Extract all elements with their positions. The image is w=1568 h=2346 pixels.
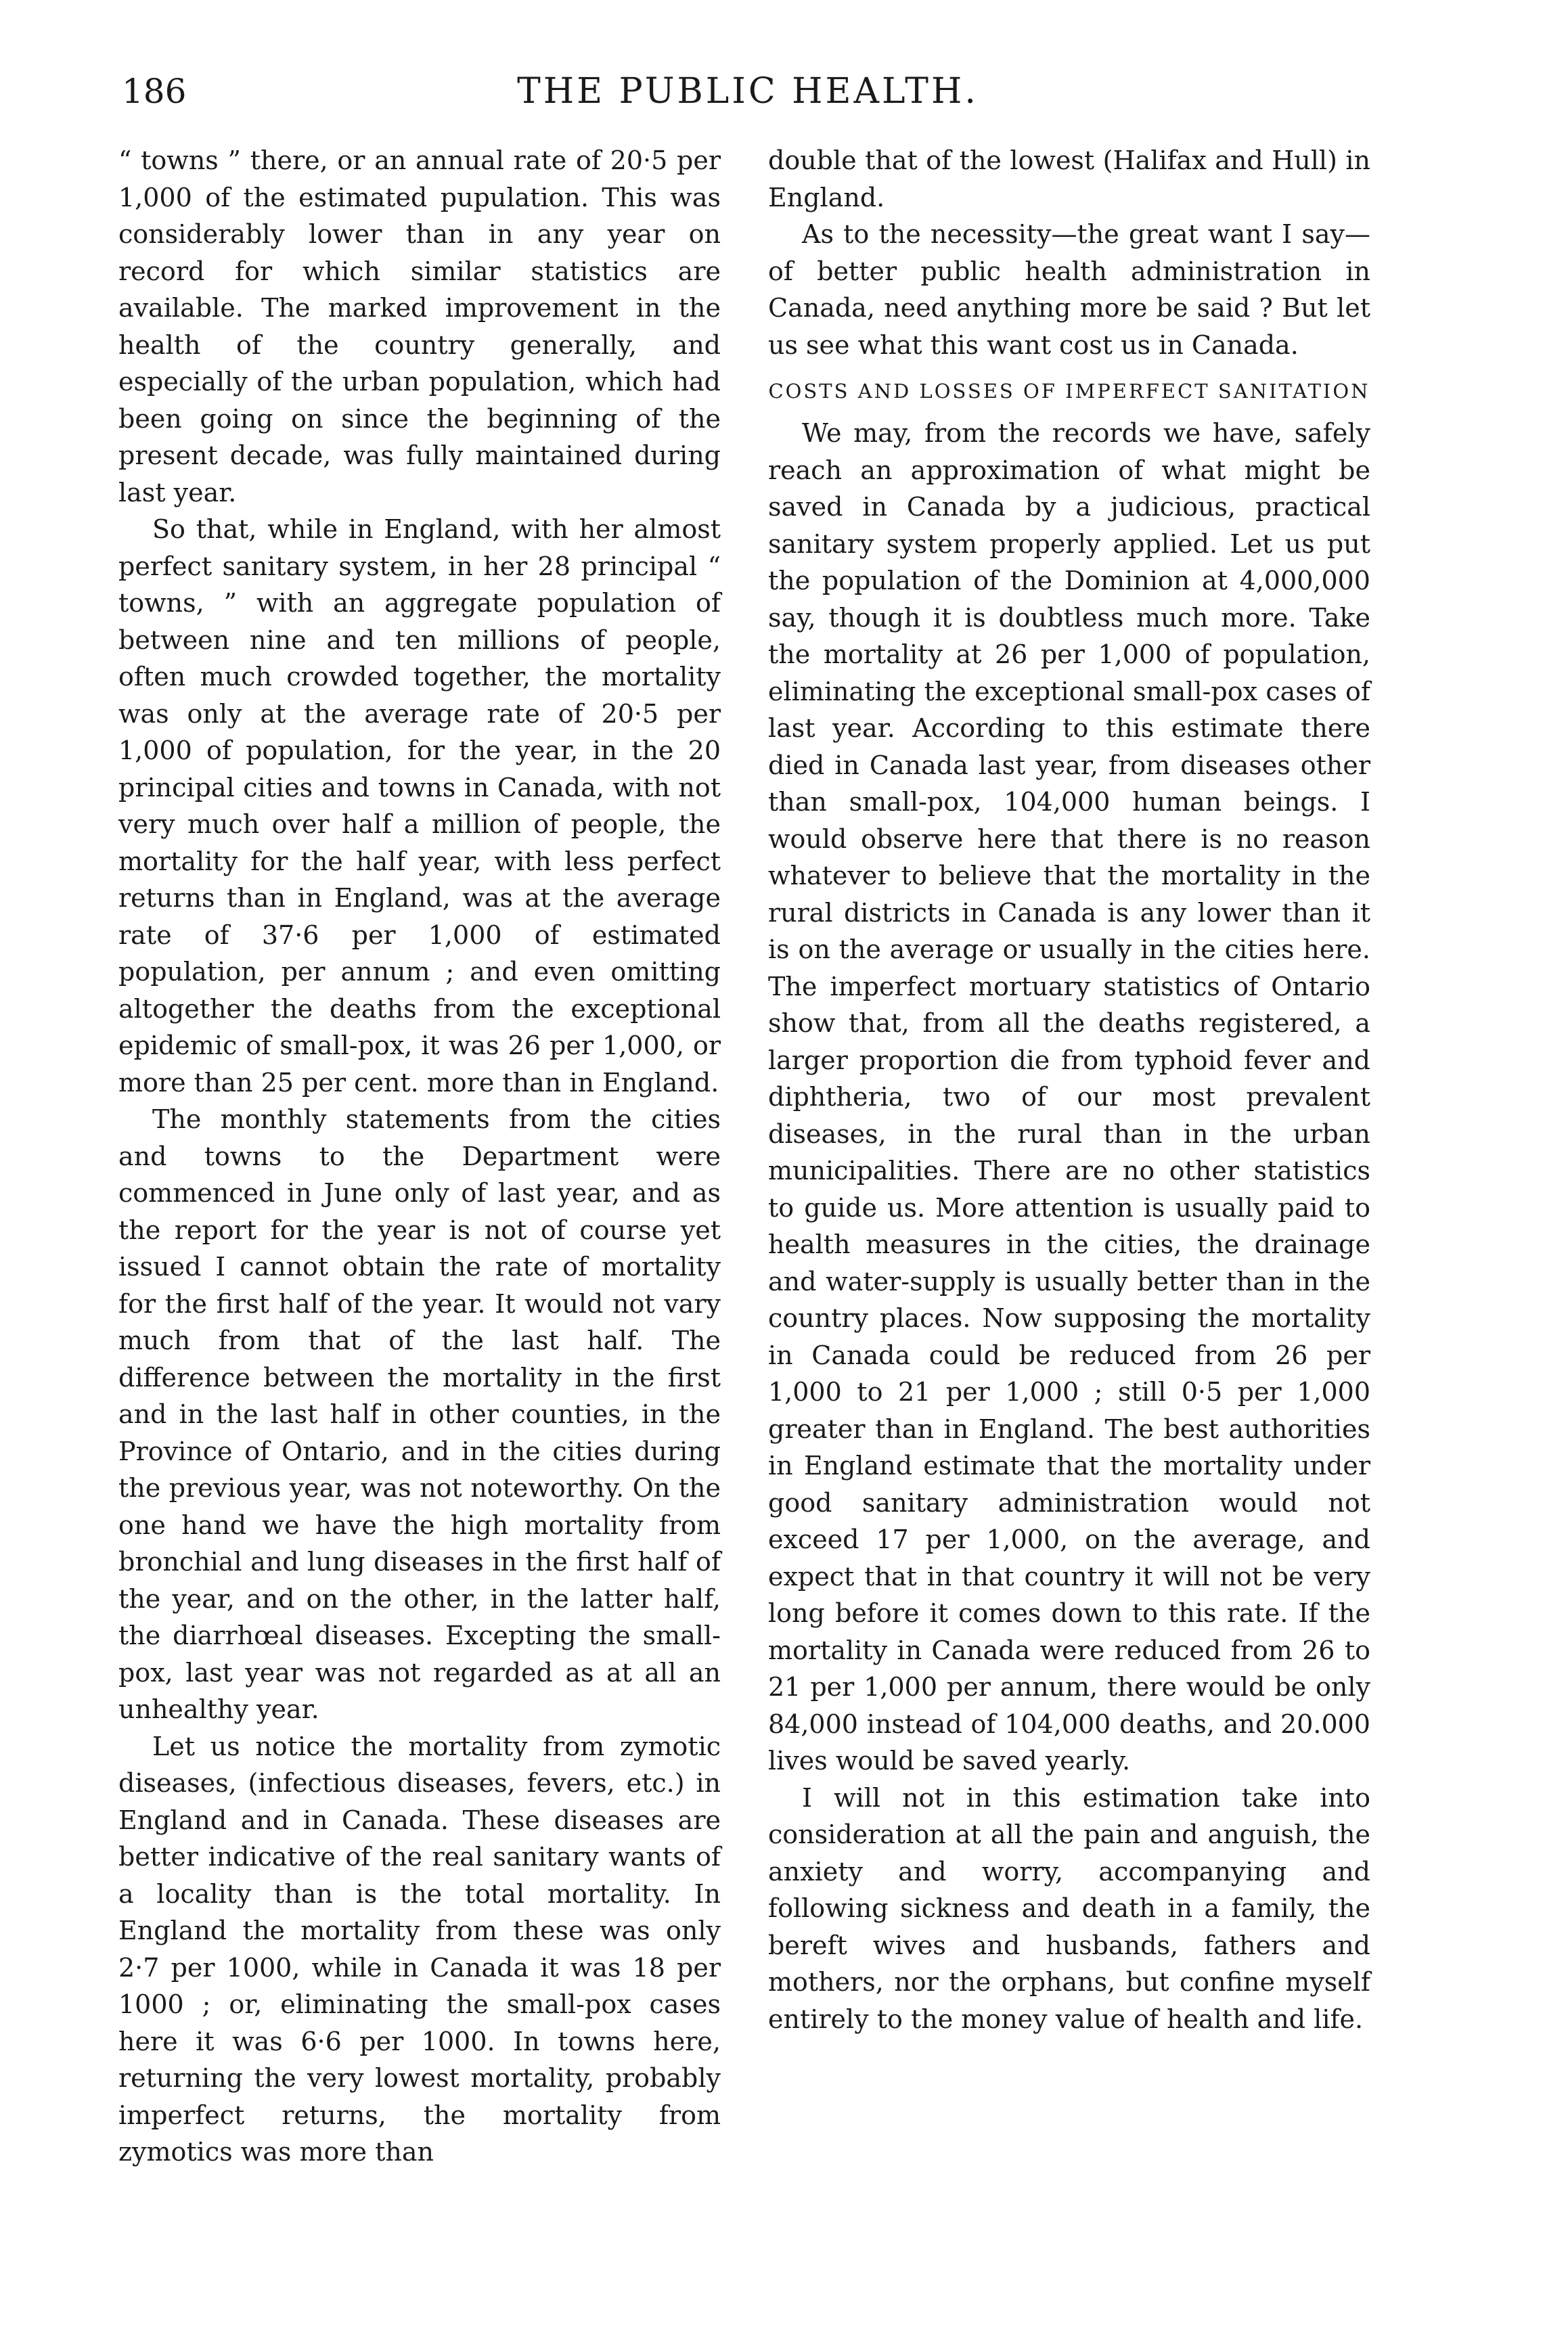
right-column — [768, 142, 1370, 2037]
paragraph-approximation: We may, from the records we have, safely reach an approximation of what might be saved in Canada by a judicious, practical sanitary system properly applied. Let us put the population of the Dominion at 4,000,000 say, though it is doubtless much more. Take the mortality at 26 per 1,000 of population, eliminating the exceptional small-pox cases of last year. According to this estimate there died in Canada last year, from diseases other than small-pox, 104,000 human beings. I would observe here that there is no reason whatever to believe that the mortality in the rural districts in Canada is any lower than it is on the average or usually in the cities here. The imperfect mortuary statistics of Ontario show that, from all the deaths registered, a larger proportion die from typhoid fever and diphtheria, two of our most prevalent diseases, in the rural than in the urban municipalities. There are no other statistics to guide us. More attention is usually paid to health measures in the cities, the drainage and water-supply is usually better than in the country places. Now supposing the mortality in Canada could be reduced from 26 per 1,000 to 21 per 1,000 ; still 0·5 per 1,000 greater than in England. The best authorities in England estimate that the mortality under good sanitary administration would not exceed 17 per 1,000, on the average, and expect that in that country it will not be very long before it comes down to this rate. If the mortality in Canada were reduced from 26 to 21 per 1,000 per annum, there would be only 84,000 instead of 104,000 deaths, and 20.000 lives would be saved yearly. — [768, 418, 1370, 1776]
paragraph-necessity: As to the necessity—the great want I say—of better public health administration in Canada, need anything more be said ? But let us see what this want cost us in Canada. — [768, 219, 1370, 360]
paragraph-money-value: I will not in this estimation take into consideration at all the pain and anguish, the anxiety and worry, accompanying and following sickness and death in a family, the bereft wives and husbands, fathers and mothers, nor the orphans, but confine myself entirely to the money value of health and life. — [768, 1782, 1370, 2034]
paragraph-continued: “ towns ” there, or an annual rate of 20·5 per 1,000 of the estimated pupulation. This was considerably lower than in any year on record for which similar statistics are available. The marked improvement in the health of the country generally, and especially of the urban population, which had been going on since the beginning of the present decade, was fully maintained during last year. — [118, 145, 721, 507]
section-heading: COSTS AND LOSSES OF IMPERFECT SANITATION — [768, 380, 1370, 403]
page-header — [122, 61, 1374, 122]
paragraph-zymotic-diseases: Let us notice the mortality from zymotic diseases, (infectious diseases, fevers, etc.) in England and in Canada. These diseases are better indicative of the real sanitary wants of a locality than is the total mortality. In England the mortality from these was only 2·7 per 1000, while in Canada it was 18 per 1000 ; or, eliminating the small-pox cases here it was 6·6 per 1000. In towns here, returning the very lowest mortality, probably imperfect returns, the mortality from zymotics was more than — [118, 1731, 721, 2167]
left-column — [118, 142, 721, 2171]
paragraph-monthly-statements: The monthly statements from the cities and towns to the Department were commenced in June only of last year, and as the report for the year is not of course yet issued I cannot obtain the rate of mortality for the first half of the year. It would not vary much from that of the last half. The difference between the mortality in the first and in the last half in other counties, in the Province of Ontario, and in the cities during the previous year, was not noteworthy. On the one hand we have the high mortality from bronchial and lung diseases in the first half of the year, and on the other, in the latter half, the diarrhœal diseases. Excepting the small-pox, last year was not regarded as at all an unhealthy year. — [118, 1104, 721, 1724]
paragraph-england-comparison: So that, while in England, with her almost perfect sanitary system, in her 28 principal “ towns, ” with an aggregate population of between nine and ten millions of people, often much crowded together, the mortality was only at the average rate of 20·5 per 1,000 of population, for the year, in the 20 principal cities and towns in Canada, with not very much over half a million of people, the mortality for the half year, with less perfect returns than in England, was at the average rate of 37·6 per 1,000 of estimated population, per annum ; and even omitting altogether the deaths from the exceptional epidemic of small-pox, it was 26 per 1,000, or more than 25 per cent. more than in England. — [118, 514, 721, 1098]
running-head: THE PUBLIC HEALTH. — [517, 71, 979, 112]
page-number: 186 — [122, 72, 187, 111]
paragraph-continued-right: double that of the lowest (Halifax and Hull) in England. — [768, 145, 1370, 212]
